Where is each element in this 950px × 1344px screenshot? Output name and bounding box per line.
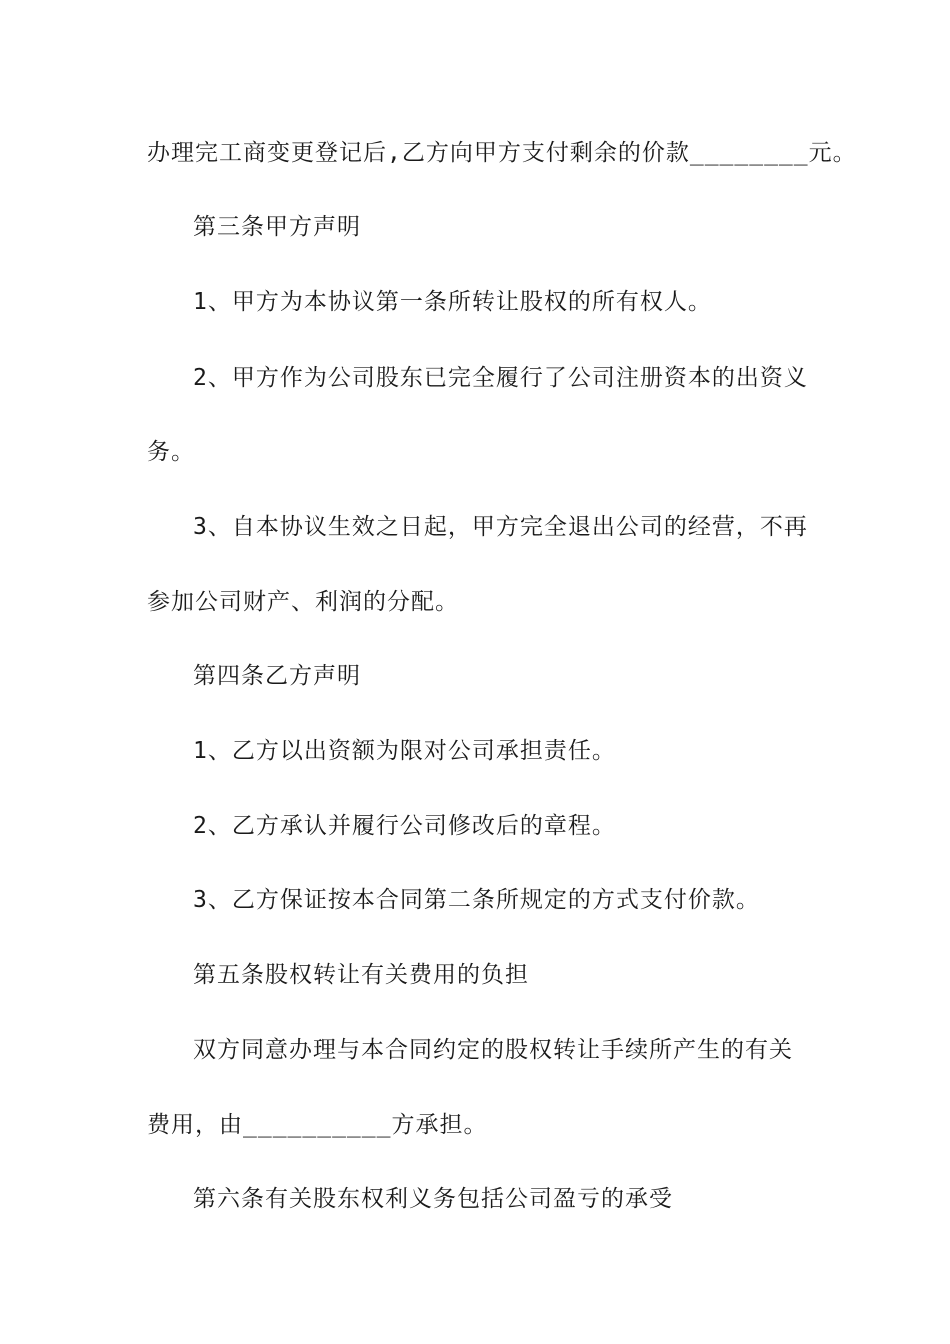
clause-3-1: 1、甲方为本协议第一条所转让股权的所有权人。 [193, 289, 712, 315]
heading-article-4: 第四条乙方声明 [193, 663, 361, 689]
heading-article-6: 第六条有关股东权利义务包括公司盈亏的承受 [193, 1186, 673, 1212]
clause-4-2: 2、乙方承认并履行公司修改后的章程。 [193, 813, 616, 839]
clause-3-3-continued: 参加公司财产、利润的分配。 [147, 589, 459, 615]
clause-3-3: 3、自本协议生效之日起，甲方完全退出公司的经营，不再 [193, 514, 808, 540]
paragraph-remaining-payment: 办理完工商变更登记后,乙方向甲方支付剩余的价款________元。 [147, 140, 857, 166]
heading-article-5: 第五条股权转让有关费用的负担 [193, 962, 529, 988]
heading-article-3: 第三条甲方声明 [193, 214, 361, 240]
paragraph-fees: 双方同意办理与本合同约定的股权转让手续所产生的有关 [193, 1037, 793, 1063]
clause-3-2-continued: 务。 [147, 439, 195, 465]
clause-3-2: 2、甲方作为公司股东已完全履行了公司注册资本的出资义 [193, 365, 808, 391]
clause-4-3: 3、乙方保证按本合同第二条所规定的方式支付价款。 [193, 887, 760, 913]
paragraph-fees-continued: 费用，由__________方承担。 [147, 1112, 488, 1138]
clause-4-1: 1、乙方以出资额为限对公司承担责任。 [193, 738, 616, 764]
